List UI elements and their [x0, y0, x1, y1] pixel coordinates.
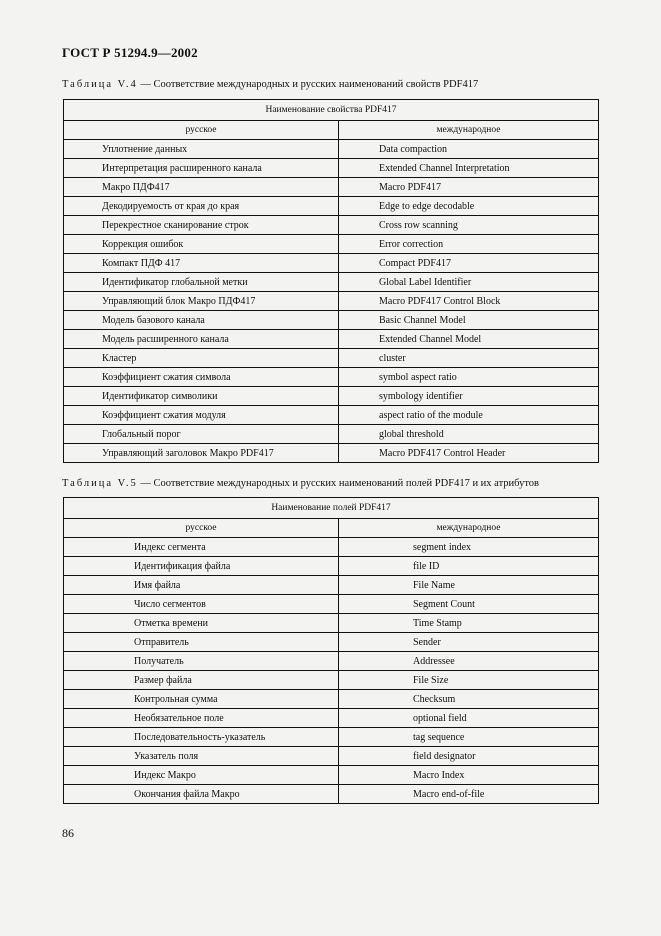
table-row	[64, 728, 599, 747]
russian-name-cell: Коэффициент сжатия символа	[64, 368, 339, 387]
russian-name-cell: Имя файла	[64, 576, 339, 595]
russian-name-cell: Размер файла	[64, 671, 339, 690]
table-row	[64, 671, 599, 690]
table-row	[64, 747, 599, 766]
russian-name-cell: Глобальный порог	[64, 425, 339, 444]
russian-name-cell: Контрольная сумма	[64, 690, 339, 709]
table-v4-col-ru: русское	[64, 121, 339, 140]
table-row	[64, 178, 599, 197]
table-row	[64, 159, 599, 178]
russian-name-cell: Модель базового канала	[64, 311, 339, 330]
table-row	[64, 538, 599, 557]
russian-name-cell: Коэффициент сжатия модуля	[64, 406, 339, 425]
international-name-cell: Error correction	[339, 235, 599, 254]
international-name-cell: tag sequence	[339, 728, 599, 747]
international-name-cell: Compact PDF417	[339, 254, 599, 273]
russian-name-cell: Получатель	[64, 652, 339, 671]
russian-name-cell: Уплотнение данных	[64, 140, 339, 159]
russian-name-cell: Последовательность-указатель	[64, 728, 339, 747]
table-row	[64, 406, 599, 425]
russian-name-cell: Индекс Макро	[64, 766, 339, 785]
international-name-cell: Extended Channel Interpretation	[339, 159, 599, 178]
russian-name-cell: Окончания файла Макро	[64, 785, 339, 804]
table-v5-caption-text: — Соответствие международных и русских наименований полей PDF417 и их атрибутов	[137, 478, 540, 489]
international-name-cell: Macro PDF417 Control Header	[339, 444, 599, 463]
international-name-cell: file ID	[339, 557, 599, 576]
table-v4	[63, 99, 599, 463]
russian-name-cell: Идентификация файла	[64, 557, 339, 576]
table-row	[64, 216, 599, 235]
table-row	[64, 387, 599, 406]
international-name-cell: Segment Count	[339, 595, 599, 614]
table-row	[64, 557, 599, 576]
table-v5-col-intl: международное	[339, 519, 599, 538]
table-row	[64, 709, 599, 728]
international-name-cell: symbol aspect ratio	[339, 368, 599, 387]
international-name-cell: optional field	[339, 709, 599, 728]
russian-name-cell: Коррекция ошибок	[64, 235, 339, 254]
international-name-cell: segment index	[339, 538, 599, 557]
international-name-cell: Basic Channel Model	[339, 311, 599, 330]
table-row	[64, 368, 599, 387]
table-v4-col-intl: международное	[339, 121, 599, 140]
table-row	[64, 595, 599, 614]
international-name-cell: cluster	[339, 349, 599, 368]
russian-name-cell: Идентификатор глобальной метки	[64, 273, 339, 292]
international-name-cell: Edge to edge decodable	[339, 197, 599, 216]
page-number: 86	[62, 826, 74, 840]
international-name-cell: File Size	[339, 671, 599, 690]
international-name-cell: aspect ratio of the module	[339, 406, 599, 425]
table-v5-group-header: Наименование полей PDF417	[64, 498, 599, 519]
russian-name-cell: Отметка времени	[64, 614, 339, 633]
russian-name-cell: Модель расширенного канала	[64, 330, 339, 349]
international-name-cell: symbology identifier	[339, 387, 599, 406]
international-name-cell: Extended Channel Model	[339, 330, 599, 349]
international-name-cell: Macro PDF417	[339, 178, 599, 197]
table-row	[64, 140, 599, 159]
table-row	[64, 254, 599, 273]
table-row	[64, 766, 599, 785]
russian-name-cell: Указатель поля	[64, 747, 339, 766]
table-row	[64, 785, 599, 804]
table-row	[64, 292, 599, 311]
table-row	[64, 576, 599, 595]
table-v5-caption	[62, 478, 539, 489]
table-row	[64, 311, 599, 330]
table-row	[64, 652, 599, 671]
russian-name-cell: Декодируемость от края до края	[64, 197, 339, 216]
international-name-cell: Sender	[339, 633, 599, 652]
international-name-cell: Macro end-of-file	[339, 785, 599, 804]
russian-name-cell: Кластер	[64, 349, 339, 368]
russian-name-cell: Компакт ПДФ 417	[64, 254, 339, 273]
table-row	[64, 330, 599, 349]
russian-name-cell: Интерпретация расширенного канала	[64, 159, 339, 178]
russian-name-cell: Перекрестное сканирование строк	[64, 216, 339, 235]
russian-name-cell: Управляющий блок Макро ПДФ417	[64, 292, 339, 311]
russian-name-cell: Управляющий заголовок Макро PDF417	[64, 444, 339, 463]
table-v4-caption	[62, 79, 478, 90]
table-v4-group-header: Наименование свойства PDF417	[64, 100, 599, 121]
international-name-cell: Macro PDF417 Control Block	[339, 292, 599, 311]
russian-name-cell: Макро ПДФ417	[64, 178, 339, 197]
international-name-cell: global threshold	[339, 425, 599, 444]
international-name-cell: Data compaction	[339, 140, 599, 159]
international-name-cell: Addressee	[339, 652, 599, 671]
table-row	[64, 633, 599, 652]
table-row	[64, 197, 599, 216]
table-v5-col-ru: русское	[64, 519, 339, 538]
table-row	[64, 273, 599, 292]
table-row	[64, 614, 599, 633]
russian-name-cell: Необязательное поле	[64, 709, 339, 728]
international-name-cell: Macro Index	[339, 766, 599, 785]
russian-name-cell: Число сегментов	[64, 595, 339, 614]
table-v5-caption-label: Таблица V.5	[62, 478, 138, 489]
table-row	[64, 349, 599, 368]
international-name-cell: Global Label Identifier	[339, 273, 599, 292]
russian-name-cell: Индекс сегмента	[64, 538, 339, 557]
international-name-cell: Cross row scanning	[339, 216, 599, 235]
international-name-cell: Time Stamp	[339, 614, 599, 633]
document-header: ГОСТ Р 51294.9—2002	[62, 45, 198, 60]
table-row	[64, 425, 599, 444]
table-v5	[63, 497, 599, 804]
table-row	[64, 235, 599, 254]
table-v4-caption-label: Таблица V.4	[62, 79, 138, 90]
russian-name-cell: Отправитель	[64, 633, 339, 652]
international-name-cell: File Name	[339, 576, 599, 595]
table-row	[64, 444, 599, 463]
russian-name-cell: Идентификатор символики	[64, 387, 339, 406]
table-v4-caption-text: — Соответствие международных и русских наименований свойств PDF417	[137, 79, 479, 90]
international-name-cell: field designator	[339, 747, 599, 766]
table-row	[64, 690, 599, 709]
international-name-cell: Checksum	[339, 690, 599, 709]
